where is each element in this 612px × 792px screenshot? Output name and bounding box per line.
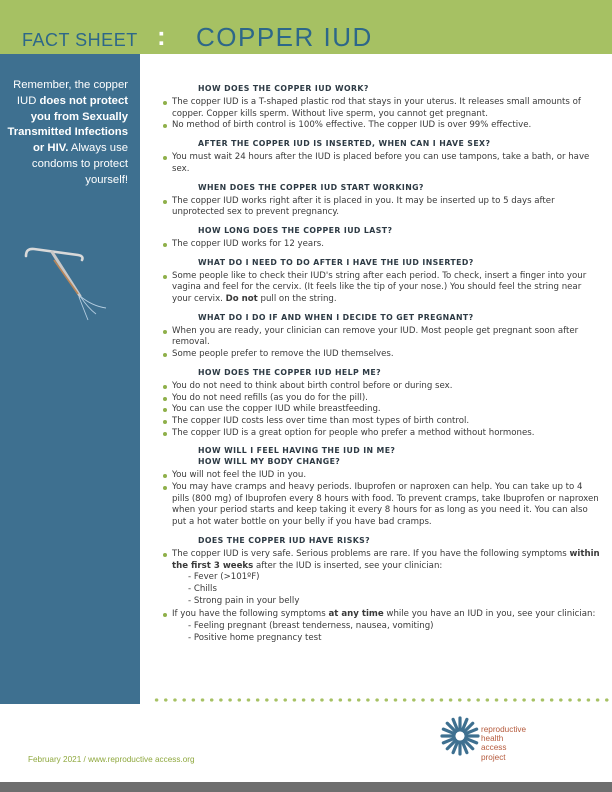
section-when-sex — [160, 138, 600, 175]
list-item: The copper IUD is very safe. Serious problems are rare. If you have the following symptoms within the first 3 weeks after the IUD is inserted, see your clinician: — [160, 549, 600, 572]
list-item: Some people like to check their IUD's string after each period. To check, insert a finger into your vagina and feel for the cervix. (It feels like the tip of your nose.) You should feel the string near your cervix. Do not pull on the string. — [160, 271, 600, 306]
symptom-list — [160, 572, 600, 607]
question-heading: DOES THE COPPER IUD HAVE RISKS? — [198, 535, 371, 545]
section-start-working — [160, 182, 600, 219]
header-separator: : — [157, 21, 166, 51]
org-name: reproductive health access project — [481, 725, 527, 762]
section-risks — [160, 535, 600, 645]
bottom-bar — [0, 782, 612, 792]
symptom-item: - Chills — [188, 583, 217, 594]
list-item: Some people prefer to remove the IUD themselves. — [160, 349, 600, 361]
footer-date-site: February 2021 / www.reproductive access.org — [28, 755, 195, 764]
symptom-item: - Strong pain in your belly — [188, 595, 300, 606]
question-heading: WHEN DOES THE COPPER IUD START WORKING? — [198, 182, 424, 192]
list-item: You will not feel the IUD in you. — [160, 470, 600, 482]
question-heading: HOW WILL MY BODY CHANGE? — [198, 457, 341, 467]
question-heading: WHAT DO I DO IF AND WHEN I DECIDE TO GET PREGNANT? — [198, 312, 474, 322]
question-heading: AFTER THE COPPER IUD IS INSERTED, WHEN CAN I HAVE SEX? — [198, 139, 491, 149]
rhap-logo-icon — [440, 716, 480, 756]
list-item: The copper IUD costs less over time than most types of birth control. — [160, 416, 600, 428]
section-how-long — [160, 225, 600, 251]
list-item: The copper IUD is a T-shaped plastic rod that stays in your uterus. It releases small amounts of copper. Copper kills sperm. Without live sperm, you cannot get pregnant. — [160, 97, 600, 120]
list-item: The copper IUD works for 12 years. — [160, 239, 600, 251]
iud-illustration-icon — [22, 244, 122, 324]
list-item: When you are ready, your clinician can remove your IUD. Most people get pregnant soon after removal. — [160, 326, 600, 349]
section-body-changes — [160, 445, 600, 529]
symptom-item: - Positive home pregnancy test — [188, 632, 322, 643]
symptom-item: - Fever (>101ºF) — [188, 572, 260, 583]
question-heading: HOW DOES THE COPPER IUD HELP ME? — [198, 367, 382, 377]
sidebar — [0, 54, 140, 704]
section-get-pregnant — [160, 312, 600, 361]
list-item: If you have the following symptoms at any time while you have an IUD in you, see your clinician: — [160, 609, 600, 621]
section-how-it-works — [160, 83, 600, 132]
question-heading: HOW DOES THE COPPER IUD WORK? — [198, 84, 369, 93]
section-benefits — [160, 367, 600, 440]
dotted-divider — [152, 697, 612, 703]
list-item: No method of birth control is 100% effective. The copper IUD is over 99% effective. — [160, 120, 600, 132]
page-title: COPPER IUD — [196, 22, 373, 52]
symptom-item: - Feeling pregnant (breast tenderness, nausea, vomiting) — [188, 621, 434, 632]
list-item: You may have cramps and heavy periods. Ibuprofen or naproxen can help. You can take up to 4 pills (800 mg) of Ibuprofen every 8 hours with food. To prevent cramps, take Ibuprofen or naproxen when your period starts and keep taking it every 8 hours for as long as you need it. You can also put a hot water bottle on your belly if you have bad cramps. — [160, 482, 600, 529]
sidebar-note: Remember, the copper IUD does not protect you from Sexually Transmitted Infections or HIV. Always use condoms to protect yourself! — [7, 79, 128, 186]
header-banner — [0, 0, 612, 54]
main-content — [160, 83, 600, 651]
question-heading: HOW LONG DOES THE COPPER IUD LAST? — [198, 225, 393, 235]
list-item: You can use the copper IUD while breastfeeding. — [160, 404, 600, 416]
section-after-insertion — [160, 257, 600, 306]
list-item: You do not need to think about birth control before or during sex. — [160, 381, 600, 393]
symptom-list — [160, 621, 600, 644]
question-heading: WHAT DO I NEED TO DO AFTER I HAVE THE IUD INSERTED? — [198, 257, 474, 267]
list-item: You must wait 24 hours after the IUD is placed before you can use tampons, take a bath, or have sex. — [160, 152, 600, 175]
list-item: The copper IUD works right after it is placed in you. It may be inserted up to 5 days after unprotected sex to prevent pregnancy. — [160, 196, 600, 219]
list-item: The copper IUD is a great option for people who prefer a method without hormones. — [160, 428, 600, 440]
fact-sheet-label: FACT SHEET — [22, 30, 138, 50]
question-heading: HOW WILL I FEEL HAVING THE IUD IN ME? — [198, 446, 396, 456]
list-item: You do not need refills (as you do for the pill). — [160, 393, 600, 405]
